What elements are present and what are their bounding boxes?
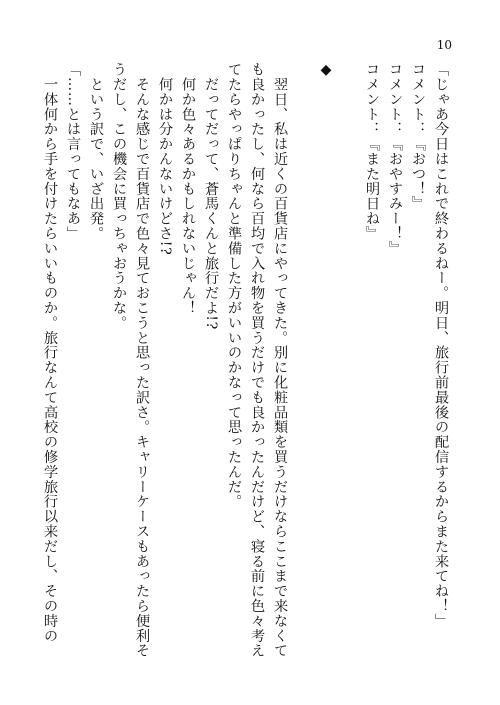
comment-line: コメント：『おやすみー！』 bbox=[387, 62, 403, 256]
paragraph-line: そんな感じで百貨店で色々見ておこうと思った訳さ。キャリーケースもあったら便利そ bbox=[134, 62, 150, 658]
paragraph-line: という訳で、いざ出発。 bbox=[88, 62, 104, 241]
paragraph-line: も良かったし、何なら百均で入れ物を買うだけでも良かったんだけど、寝る前に色々考え bbox=[249, 62, 265, 658]
dialogue-line: 「じゃあ今日はこれで終わるねー。明日、旅行前最後の配信するからまた来てね！」 bbox=[433, 62, 449, 629]
paragraph-line: だってだって、蒼馬くんと旅行だよ!? bbox=[203, 62, 219, 330]
page-number: 10 bbox=[436, 38, 452, 52]
blank-line bbox=[291, 62, 314, 662]
comment-line: コメント：『また明日ね』 bbox=[364, 62, 380, 241]
dialogue-line: 「……とは言ってもなあ」 bbox=[65, 62, 81, 241]
paragraph-line: 翌日、私は近くの百貨店にやってきた。別に化粧品類を買うだけならここまで来なくて bbox=[272, 62, 288, 658]
paragraph-line: てたらやっぱりちゃんと準備した方がいいのかなって思ったんだ。 bbox=[226, 62, 242, 509]
paragraph-line: 何かは分かんないけどさ!? bbox=[157, 62, 173, 256]
paragraph-line: うだし、この機会に買っちゃおうかな。 bbox=[111, 62, 127, 331]
section-break-diamond: ◆ bbox=[318, 62, 334, 79]
paragraph-line: 何か色々あるかもしれないじゃん！ bbox=[180, 62, 196, 316]
vertical-text-body bbox=[38, 62, 452, 662]
blank-line bbox=[337, 62, 360, 662]
comment-line: コメント：『おつ！』 bbox=[410, 62, 426, 211]
paragraph-line: 一体何から手を付けたらいいものか。旅行なんて高校の修学旅行以来だし、その時の bbox=[42, 62, 58, 644]
